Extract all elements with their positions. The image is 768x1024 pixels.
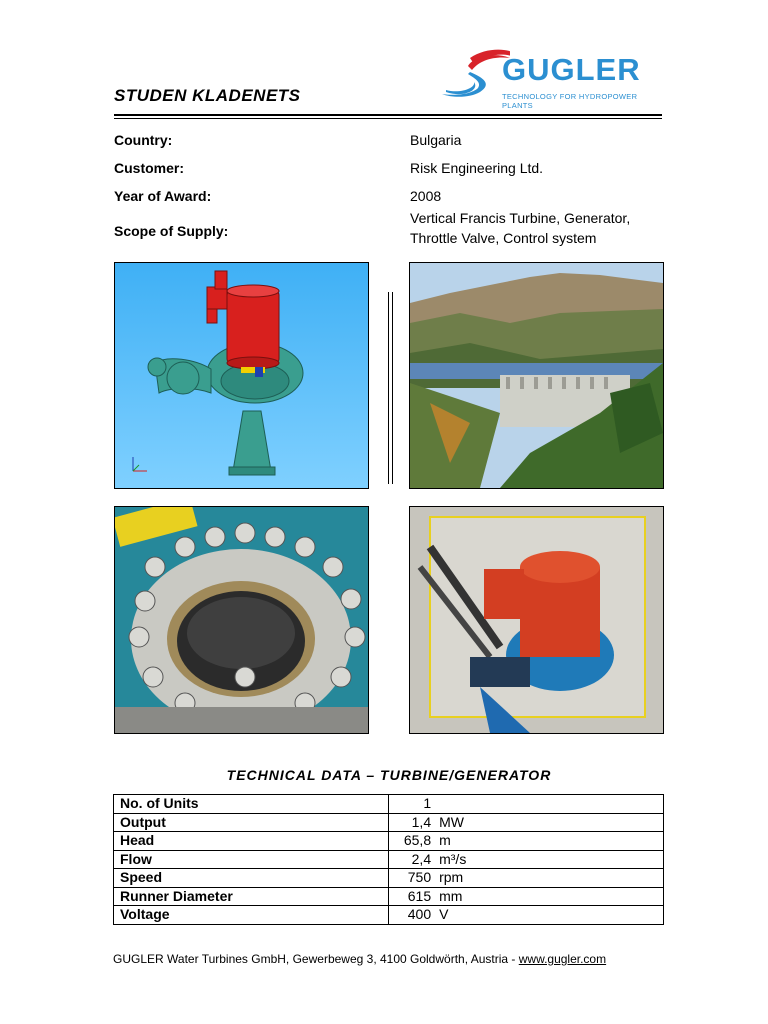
param-value-cell bbox=[389, 795, 664, 814]
param-unit: rpm bbox=[439, 869, 464, 886]
country-value: Bulgaria bbox=[410, 132, 462, 148]
param-name: Flow bbox=[114, 850, 389, 869]
param-name: Output bbox=[114, 813, 389, 832]
technical-data-table bbox=[113, 794, 664, 925]
table-row bbox=[114, 869, 664, 888]
param-value: 2,4 bbox=[411, 850, 432, 867]
year-value: 2008 bbox=[410, 188, 442, 204]
technical-data-title: TECHNICAL DATA – TURBINE/GENERATOR bbox=[226, 767, 552, 783]
customer-value: Risk Engineering Ltd. bbox=[410, 160, 544, 176]
param-name: Head bbox=[114, 832, 389, 851]
param-value-cell bbox=[389, 832, 664, 851]
project-title: STUDEN KLADENETS bbox=[114, 86, 301, 105]
param-name: Voltage bbox=[114, 906, 389, 925]
scope-value-line2: Throttle Valve, Control system bbox=[410, 230, 597, 246]
wicket-gate-photo bbox=[114, 506, 369, 734]
table-row bbox=[114, 850, 664, 869]
year-label: Year of Award: bbox=[114, 188, 212, 204]
turbine-cad-image bbox=[114, 262, 369, 489]
param-value: 400 bbox=[407, 906, 432, 923]
param-unit: V bbox=[439, 906, 449, 923]
param-name: No. of Units bbox=[114, 795, 389, 814]
scope-label: Scope of Supply: bbox=[114, 223, 229, 239]
param-name: Speed bbox=[114, 869, 389, 888]
table-row bbox=[114, 887, 664, 906]
customer-label: Customer: bbox=[114, 160, 185, 176]
param-name: Runner Diameter bbox=[114, 887, 389, 906]
logo-tagline: TECHNOLOGY FOR HYDROPOWER PLANTS bbox=[502, 92, 638, 110]
dam-photo bbox=[409, 262, 664, 489]
param-unit: MW bbox=[439, 813, 464, 830]
param-unit: mm bbox=[439, 887, 463, 904]
table-row bbox=[114, 906, 664, 925]
param-value-cell bbox=[389, 887, 664, 906]
gugler-logo bbox=[440, 44, 660, 110]
footer bbox=[113, 952, 606, 966]
image-divider bbox=[388, 292, 393, 484]
param-unit: m³/s bbox=[439, 850, 467, 867]
param-value: 750 bbox=[407, 869, 432, 886]
header-rule-thin bbox=[114, 118, 662, 119]
footer-address: GUGLER Water Turbines GmbH, Gewerbeweg 3, 4100 Goldwörth, Austria - bbox=[113, 952, 519, 966]
param-value: 615 bbox=[407, 887, 432, 904]
param-value-cell bbox=[389, 850, 664, 869]
table-row bbox=[114, 832, 664, 851]
scope-value-line1: Vertical Francis Turbine, Generator, bbox=[410, 210, 631, 226]
country-label: Country: bbox=[114, 132, 173, 148]
table-row bbox=[114, 795, 664, 814]
param-value-cell bbox=[389, 813, 664, 832]
header-rule bbox=[114, 114, 662, 116]
param-unit: m bbox=[439, 832, 451, 849]
table-row bbox=[114, 813, 664, 832]
website-link[interactable]: www.gugler.com bbox=[518, 952, 607, 966]
logo-wordmark: GUGLER bbox=[502, 52, 641, 87]
param-value: 1,4 bbox=[411, 813, 432, 830]
param-value-cell bbox=[389, 869, 664, 888]
param-value: 65,8 bbox=[403, 832, 432, 849]
installed-unit-photo bbox=[409, 506, 664, 734]
param-value: 1 bbox=[423, 795, 432, 812]
logo-swoosh-icon bbox=[440, 44, 510, 106]
param-value-cell bbox=[389, 906, 664, 925]
